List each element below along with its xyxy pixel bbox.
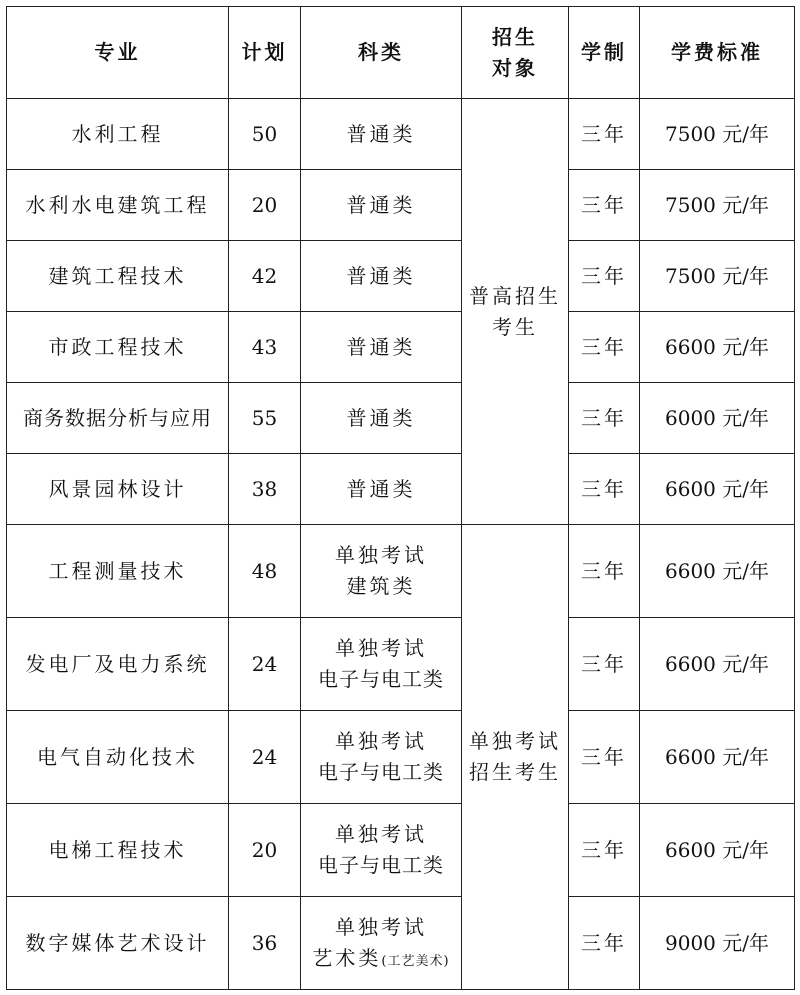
plan-cell: 43 bbox=[229, 312, 301, 383]
major-cell: 水利水电建筑工程 bbox=[7, 170, 229, 241]
major-cell: 水利工程 bbox=[7, 99, 229, 170]
tuition-cell: 6600 元/年 bbox=[640, 525, 795, 618]
plan-cell: 20 bbox=[229, 804, 301, 897]
major-cell: 工程测量技术 bbox=[7, 525, 229, 618]
header-target bbox=[462, 7, 569, 99]
category-line2: 电子与电工类 bbox=[318, 760, 444, 784]
table-row bbox=[7, 525, 795, 618]
header-plan: 计划 bbox=[229, 7, 301, 99]
plan-cell: 50 bbox=[229, 99, 301, 170]
category-cell: 普通类 bbox=[301, 241, 462, 312]
tuition-cell: 6600 元/年 bbox=[640, 454, 795, 525]
header-duration: 学制 bbox=[569, 7, 640, 99]
target-group-cell bbox=[462, 99, 569, 525]
tuition-cell: 9000 元/年 bbox=[640, 897, 795, 990]
category-cell bbox=[301, 618, 462, 711]
category-cell: 普通类 bbox=[301, 170, 462, 241]
tuition-cell: 7500 元/年 bbox=[640, 99, 795, 170]
plan-cell: 48 bbox=[229, 525, 301, 618]
category-line1: 单独考试 bbox=[335, 822, 427, 846]
plan-cell: 20 bbox=[229, 170, 301, 241]
header-target-line1: 招生 bbox=[492, 24, 538, 49]
enrollment-table-wrapper bbox=[6, 6, 795, 990]
duration-cell: 三年 bbox=[569, 804, 640, 897]
table-row bbox=[7, 241, 795, 312]
table-row bbox=[7, 804, 795, 897]
category-line1: 单独考试 bbox=[335, 729, 427, 753]
duration-cell: 三年 bbox=[569, 525, 640, 618]
major-cell: 数字媒体艺术设计 bbox=[7, 897, 229, 990]
major-cell: 市政工程技术 bbox=[7, 312, 229, 383]
target-group-line2: 考生 bbox=[492, 314, 538, 339]
table-row bbox=[7, 170, 795, 241]
major-cell: 风景园林设计 bbox=[7, 454, 229, 525]
category-line1: 单独考试 bbox=[335, 915, 427, 939]
header-target-line2: 对象 bbox=[492, 55, 538, 80]
table-row bbox=[7, 454, 795, 525]
category-line2: 艺术类 bbox=[312, 946, 382, 970]
category-line2-wrap bbox=[301, 943, 461, 974]
category-note: (工艺美术) bbox=[381, 954, 450, 969]
tuition-cell: 6600 元/年 bbox=[640, 312, 795, 383]
plan-cell: 42 bbox=[229, 241, 301, 312]
category-line1: 单独考试 bbox=[335, 543, 427, 567]
tuition-cell: 7500 元/年 bbox=[640, 170, 795, 241]
table-row bbox=[7, 99, 795, 170]
duration-cell: 三年 bbox=[569, 711, 640, 804]
target-group-cell bbox=[462, 525, 569, 990]
category-cell: 普通类 bbox=[301, 383, 462, 454]
table-row bbox=[7, 711, 795, 804]
plan-cell: 36 bbox=[229, 897, 301, 990]
header-category: 科类 bbox=[301, 7, 462, 99]
duration-cell: 三年 bbox=[569, 241, 640, 312]
category-line2: 电子与电工类 bbox=[318, 667, 444, 691]
tuition-cell: 6600 元/年 bbox=[640, 618, 795, 711]
enrollment-plan-table bbox=[6, 6, 795, 990]
duration-cell: 三年 bbox=[569, 312, 640, 383]
target-group-line1: 单独考试 bbox=[469, 729, 561, 753]
category-cell: 普通类 bbox=[301, 99, 462, 170]
major-cell: 建筑工程技术 bbox=[7, 241, 229, 312]
category-cell bbox=[301, 711, 462, 804]
duration-cell: 三年 bbox=[569, 383, 640, 454]
tuition-cell: 6600 元/年 bbox=[640, 804, 795, 897]
major-cell: 商务数据分析与应用 bbox=[7, 383, 229, 454]
duration-cell: 三年 bbox=[569, 618, 640, 711]
category-line2: 建筑类 bbox=[346, 574, 416, 598]
duration-cell: 三年 bbox=[569, 454, 640, 525]
category-cell bbox=[301, 804, 462, 897]
plan-cell: 38 bbox=[229, 454, 301, 525]
header-tuition: 学费标准 bbox=[640, 7, 795, 99]
plan-cell: 55 bbox=[229, 383, 301, 454]
plan-cell: 24 bbox=[229, 618, 301, 711]
header-row bbox=[7, 7, 795, 99]
category-cell: 普通类 bbox=[301, 454, 462, 525]
tuition-cell: 6000 元/年 bbox=[640, 383, 795, 454]
table-row bbox=[7, 618, 795, 711]
duration-cell: 三年 bbox=[569, 99, 640, 170]
major-cell: 电气自动化技术 bbox=[7, 711, 229, 804]
category-line2: 电子与电工类 bbox=[318, 853, 444, 877]
target-group-line2: 招生考生 bbox=[469, 760, 561, 784]
tuition-cell: 7500 元/年 bbox=[640, 241, 795, 312]
header-major: 专业 bbox=[7, 7, 229, 99]
category-cell: 普通类 bbox=[301, 312, 462, 383]
major-cell: 电梯工程技术 bbox=[7, 804, 229, 897]
table-row bbox=[7, 897, 795, 990]
duration-cell: 三年 bbox=[569, 897, 640, 990]
category-line1: 单独考试 bbox=[335, 636, 427, 660]
major-cell: 发电厂及电力系统 bbox=[7, 618, 229, 711]
target-group-line1: 普高招生 bbox=[469, 283, 561, 308]
duration-cell: 三年 bbox=[569, 170, 640, 241]
category-cell bbox=[301, 525, 462, 618]
plan-cell: 24 bbox=[229, 711, 301, 804]
table-row bbox=[7, 383, 795, 454]
category-cell bbox=[301, 897, 462, 990]
table-row bbox=[7, 312, 795, 383]
tuition-cell: 6600 元/年 bbox=[640, 711, 795, 804]
